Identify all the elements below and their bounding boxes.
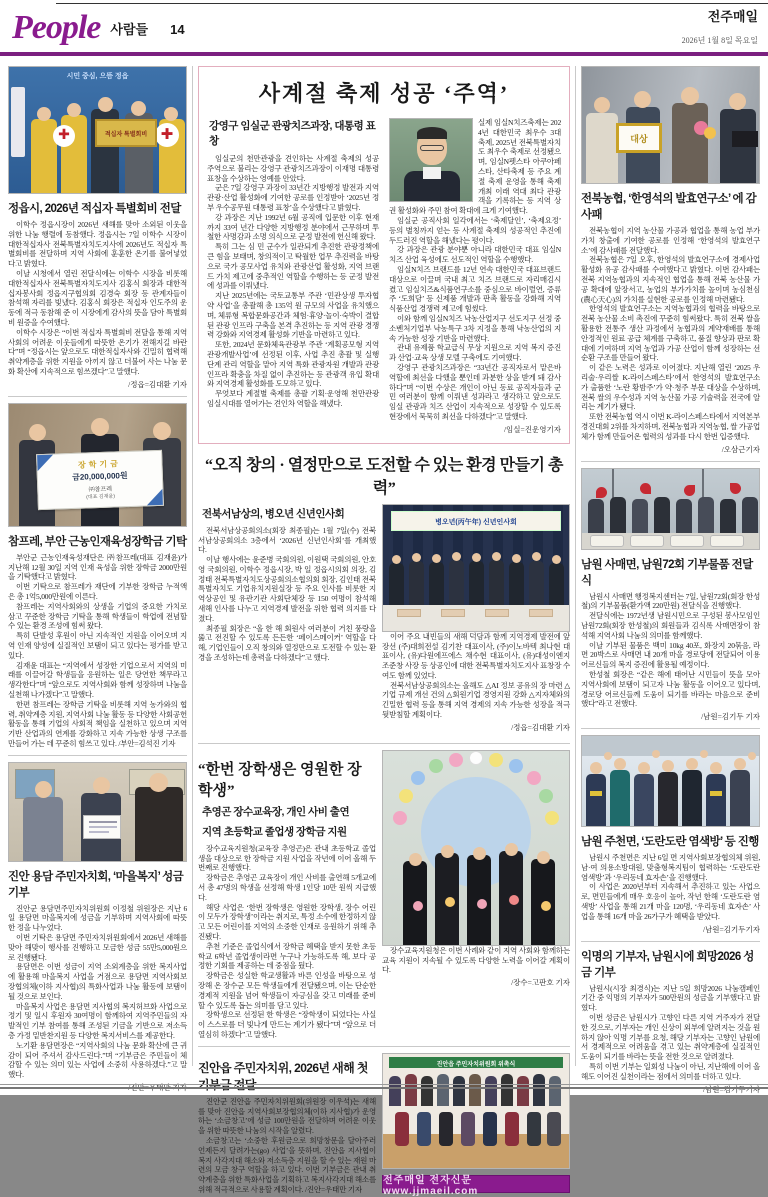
decorative-gift-box [732,131,758,147]
decorative-figure [501,1074,513,1106]
decorative-balloon [527,771,541,785]
article-paragraph: 강 과장은 관광 분야뿐 아니라 대한민국 대표 임실N치즈 산업 육성에도 선도적인 역할을 수행했다. [389,245,561,265]
decorative-head [91,418,109,436]
article-subhead: 지역 초등학교 졸업생 장학금 지원 [202,825,347,838]
decorative-figure [469,561,484,605]
photo-banner-text: 진안읍 주민자치위원회 위촉식 [436,1061,516,1068]
decorative-head [149,773,168,792]
decorative-figure [547,1112,561,1146]
article-paragraph: 이와 함께 임실N치즈 낙농산업지구 선도지구 선정 중소벤처기업부 낙농특구 3차 지정을 통해 낙농산업의 지속 가능한 성장 기반을 마련했다. [389,313,561,343]
decorative-figure [533,1074,545,1106]
article-paragraph: 부안군 근농인재육성재단은 ㈜참프레(대표 김재윤)가 지난해 12월 30일 지역 인재 육성을 위한 장학금 2000만원을 기탁했다고 밝혔다. [8,552,188,582]
article-paragraph: 장학금은 성실한 학교생활과 바른 인성을 바탕으로 성장해 온 장수군 모든 학생들에게 전달됐으며, 이는 단순한 경제적 지원을 넘어 학생들이 자긍심을 갖고 미래를 준비할 수 있도록 돕는 의미를 담고 있다. [198,971,376,1010]
divider [581,728,760,729]
article-paragraph: 이날 기부된 물품은 백미 10kg 40포, 화장지 20묶음, 라면 20박스로 사매면 내 20개 마을 경로당에 전달되어 이용 어르신들의 복지 증진에 활용될 예정이다. [580,640,760,670]
byline: /남원=김기두기자 [702,924,760,934]
decorative-flag [11,87,25,157]
decorative-rice-bag [710,535,744,547]
article-headline: 진안읍 주민자치위, 2026년 새해 첫 기부금 전달 [198,1060,368,1092]
article-paragraph: 진안군 용담면주민자치위원회 이정철 위원장은 지난 6일 용담면 마을복지에 성금을 기부하며 지역사회에 따뜻한 정을 나누었다. [8,903,188,933]
article-paragraph: 이학수 시장은 “이번 적십자 특별회비 전달을 통해 지역사회의 어려운 이웃들에게 따뜻한 온기가 전해지길 바란다”며 “정읍시는 앞으로도 대한적십자사와 긴밀히 협력해 취약계층을 위한 지원을 아끼지 않고 더불어 사는 나눔 문화 확산에 지속적으로 힘쓰겠다”고 말했다. [8,327,188,376]
decorative-fist [700,750,708,758]
article-paragraph: 해당 사업은 ‘한번 장학생은 영원한 장학생, 장수 어린이 모두가 장학생’이라는 취지로, 특정 소수에 한정하지 않고 모든 어린이를 지역의 소중한 인재로 응원하기 위해 추진됐다. [198,902,376,942]
decorative-head [492,552,501,561]
article-column [198,1053,376,1195]
decorative-figure [409,561,424,605]
article-paragraph: 전북서남상공회의소는 올해도 △AI 정보 공유의 장 마련 △기업 규제 개선 건의 △회원기업 경영지원 강화 △지자체와의 긴밀한 협력 등을 통해 지역 경제의 지속 가능한 성장을 적극 뒷받침할 계획이다. [382,680,570,720]
article-paragraph: 남원시(시장 최경식)는 지난 5일 희망2026 나눔캠페인 기간 중 익명의 기부자가 500만원의 성금을 기부했다고 밝혔다. [580,983,760,1013]
decorative-head [512,554,521,563]
decorative-balloon [489,753,503,767]
decorative-head [37,107,51,121]
article-paragraph: 임실N치즈 브랜드를 12년 연속 대한민국 대표브랜드 대상으로 이끌며 국내 최고 치즈 브랜드로 자리매김시켰고 임실치즈&식품연구소를 중심으로 바이럴연, 증류주 ‘도희담’ 등 신제품 개발과 판촉 활동을 강화해 지역 식품산업 경쟁력 제고에 힘썼다. [389,264,561,314]
decorative-head [552,555,561,564]
decorative-head [67,103,81,117]
decorative-shape [89,821,117,823]
decorative-figure [610,770,630,826]
plaque-text: 적십자 특별회비 [104,132,148,138]
decorative-balloon [469,751,483,765]
decorative-balloon [449,753,463,767]
photo-graduation-balloons [382,750,570,946]
decorative-paper-flower [596,487,607,498]
decorative-head [131,101,146,116]
decorative-figure [389,1076,401,1106]
decorative-figure [449,560,464,605]
decorative-figure [586,774,606,826]
article-paragraph: 또한, 2024년 문화체육관광부 주관 ‘계획공모형 지역관광개발사업’에 선정된 이후, 사업 추진 총괄 및 실행 단계 관리 역할을 맡아 지역 특화 관광자원 개발과 관광 인프라 확충을 차질 없이 추진하는 등 관광객 유입 확대와 지역경제 활성화를 도모하고 있다. [207,340,379,389]
decorative-fist [604,752,612,760]
decorative-figure [395,1112,409,1146]
decorative-figure [529,561,544,605]
decorative-figure [517,1076,529,1106]
paper-promo-text: 전주매일 전자신문 www.jjmaeil.com [383,1174,479,1197]
decorative-head [505,843,518,856]
decorative-head [472,553,481,562]
byline: /남원=김기두 기자 [701,712,760,722]
article-headline: 남원 주천면, ‘도란도란 염색방’ 등 진행 [580,836,759,849]
decorative-figure [632,499,648,533]
decorative-fist [652,750,660,758]
decorative-paper-flower [730,483,741,494]
decorative-figure [483,1112,497,1146]
decorative-figure [527,1112,541,1146]
decorative-figure [439,1112,453,1146]
issue-date: 2026년 1월 8일 목요일 [681,36,758,45]
decorative-figure [549,1076,561,1106]
decorative-rice-bag [670,535,704,547]
decorative-head [590,762,602,774]
decorative-head [164,107,178,121]
article-paragraph: 한편 참프레는 장학금 기탁을 비롯해 지역 농가와의 협력, 취약계층 지원, 지역사회 나눔 활동 등 다양한 사회공헌 활동을 통해 기업의 사회적 책임을 실천하고 있으며 지역 기반 산업과의 연계를 강화하고 지속 가능한 상생 구조를 만들어 가는 데 꾸준히 힘쓰고 있다. /부안=김석진 기자 [8,699,188,748]
article-paragraph: 노기환 용담면장은 “지역사회의 나눔 문화 확산에 큰 귀감이 되어 주셔서 감사드린다.”며 “기부금은 주민들이 체감할 수 있는 의미 있는 사업에 소중히 사용하겠다.”고 말했다. [8,1040,188,1080]
decorative-figure [437,1074,449,1106]
article-festival-award [198,66,570,444]
article-paragraph: 용담면은 이번 성금이 지역 소외계층을 위한 복지사업에 활용해 마을복지 사업을 거점으로 용담면 지역사회보장협의체(이하 지사협)의 특화사업과 나눔 활동에 보탬이 될 것으로 보인다. [8,962,188,1001]
article-subhead: 추영곤 장수교육장, 개인 사비 출연 [202,805,350,818]
decorative-head [432,554,441,563]
decorative-jacket-trim [710,791,722,796]
byline: /진안=우태만 기자 [128,1083,188,1093]
decorative-head [634,91,651,108]
decorative-head [441,845,454,858]
decorative-rice-bag [630,535,664,547]
article-paragraph: 군은 7일 강영구 과장이 33년간 지방행정 발전과 지역 관광·산업 활성화에 기여한 공로를 인정받아 ‘2025년 정부 우수공무원 대통령 표창’을 수상했다고 밝혔다. [207,183,379,212]
article-headline: 진안 용담 주민자치회, ‘마을복지’ 성금 기부 [8,870,184,899]
decorative-head [686,758,698,770]
main-headline: 사계절 축제 성공 ‘주역’ [258,81,510,106]
photo-nonghyup-award [581,66,760,184]
decorative-head [734,758,746,770]
article-paragraph: 진안군 진안읍 주민자치위원회(위원장 이우석)는 새해를 맞아 진안읍 지역사회보장협의체(이하 지사협)가 운영하는 ‘소금창고’에 성금 100만원을 전달하며 어려운 이웃을 위한 따뜻한 나눔의 시작을 알렸다. [198,1096,376,1136]
article-paragraph: 김재윤 대표는 “지역에서 성장한 기업으로서 지역의 미래를 이끌어갈 학생들을 응원하는 일은 당연한 책무라고 생각한다”며 “앞으로도 지역사회와 함께 성장하며 나눔을 실천해 나가겠다”고 말했다. [8,660,188,699]
decorative-balloon [509,759,523,773]
article-paragraph: 이번 기탁으로 참프레가 재단에 기부한 장학금 누적액은 총 1억5,000만원에 이른다. [8,582,188,601]
photo-banner-text: 병오년(丙午年) 신년인사회 [435,518,517,526]
photo-scholarship-check [8,403,187,527]
photo-jucheon-program [581,735,760,827]
article-paragraph: 이 같은 노력은 성과로 이어졌다. 지난해 열린 ‘2025 우리술·우리쌀 K-라이스페스타’에서 한영석의 발효연구소가 출품한 ‘노란 황밤주’가 약·청주 부문 대상을 수상하며, 전북 쌀의 우수성과 지역 농산물 가공 기술력을 전국에 알리는 계기가 됐다. [580,363,760,412]
decorative-bouquet [509,895,519,905]
decorative-paper-flower [684,485,695,496]
decorative-plaque [95,119,157,147]
decorative-cake [485,609,509,617]
divider [8,396,187,397]
article-paragraph: 전달식에는 1972년생 남원시민으로 구성된 봉사모임인 남원72회(회장 한성철)의 회원들과 김식록 사매면장이 참석해 지역사회 나눔의 의미를 함께했다. [580,611,760,640]
decorative-figure [429,562,444,605]
column-divider [192,66,193,1066]
decorative-figure [676,499,692,533]
decorative-bouquet [477,899,487,909]
decorative-plaque [83,815,121,839]
decorative-hair [417,127,447,139]
decorative-head [537,851,550,864]
check-donor: ㈜참프레 [88,486,113,494]
byline: /임실=진운영기자 [503,424,561,434]
decorative-cake [397,609,421,617]
article-paragraph: 추천 기준은 졸업식에서 장학금 혜택을 받지 못한 초등학교 6학년 졸업생이라면 누구나 가능하도록 해, 보다 공정한 기회를 제공하는 데 중점을 뒀다. [198,941,376,971]
article-paragraph: 이번 기탁은 용담면 주민자치위원회에서 2026년 새해를 맞아 해맞이 행사를 진행하고 모금한 성금 55만5,000원으로 진행됐다. [8,933,188,962]
article-headline: 남원 사매면, 남원72회 기부물품 전달식 [580,558,753,587]
article-paragraph: 특히 그는 심 민 군수가 일관되게 추진한 관광정책에 큰 힘을 보태며, 창의적이고 탁월한 업무 추진력을 바탕으로 국가 공모사업 유치와 관광산업 활성화, 지역 브랜드 가치 제고에 중추적인 역할을 수행하는 등 군정 발전에 성과를 이뤄냈다. [207,242,379,291]
article-paragraph: 이번 성금은 남원시가 고향인 다른 지역 거주자가 전달한 것으로, 기부자는 개인 신상이 외부에 알려지는 것을 원하지 않아 익명 기부를 요청, 해당 기부자는 고향인 남원에서 경제적으로 어려움을 겪고 있는 취약계층에 실질적인 도움이 되기를 바라는 뜻을 전한 것으로 알려졌다. [580,1013,760,1062]
page-footer-rule [0,1084,768,1089]
article-paragraph: 한성철 회장은 “같은 해에 태어난 시민들이 뜻을 모아 지역사회에 보탬이 되고자 나눔 활동을 이어오고 있다며, 경로당 어르신들께 도움이 되기를 바라는 마음으로 준비했다”라고 전했다. [580,669,760,709]
decorative-figure [23,797,63,861]
check-donor-name: (대표 김재윤) [86,493,116,501]
decorative-figure [461,1112,475,1146]
red-cross-icon: ✚ [53,125,75,147]
decorative-head [662,760,674,772]
article-paragraph: 장수교육지원청은 이번 사례와 같이 지역 사회와 함께하는 교육 지원이 지속될 수 있도록 다양한 노력을 이어갈 계획이다. [382,945,570,975]
decorative-glasses [420,145,444,151]
decorative-head [153,422,171,440]
article-paragraph: 장수교육지원청(교육장 추영곤)은 관내 초등학교 졸업생을 대상으로 한 장학금 지원 사업을 작년에 이어 올해 두 번째로 진행했다. [198,843,376,873]
decorative-shape [89,831,109,833]
article-paragraph: 무엇보다 계절별 축제를 총괄 기획·운영해 천만관광 임실시대를 열어가는 견인차 역할을 해냈다. [207,389,379,408]
byline: /남원=김기두기자 [702,1084,760,1094]
decorative-head [93,777,110,794]
decorative-cake [529,609,553,617]
article-paragraph: 전북농협은 7일 오후, 한영석의 발효연구소에 경제사업 활성화 유공 감사패를 수여했다고 밝혔다. 이번 감사패는 전북 지역농협과의 지속적인 협업을 통해 전북 농산물 가공 확대에 앞장서고, 농업의 부가가치를 높이며 농심천심(農心天心)의 가치를 실현한 공로를 인정해 마련됐다. [580,255,760,304]
decorative-head [98,97,113,112]
decorative-head [594,97,610,113]
photo-committee-ceremony [382,1053,570,1169]
decorative-jacket-trim [590,791,602,796]
decorative-rice-bag [590,535,624,547]
divider [8,755,187,756]
article-paragraph: 최종필 회장은 “올 한 해 회원사 여러분이 거친 풍랑을 뚫고 전진할 수 있도록 든든한 ‘페이스메이커’ 역할을 다해, 기업인들이 오직 창의와 열정만으로 도전할 수 있는 환경을 조성하는데 총력을 다하겠다”고 했다. [198,623,376,663]
article-headline: “한번 장학생은 영원한 장학생” [198,761,362,799]
article-paragraph: 장학금은 추영곤 교육장이 개인 사비를 출연해 5개교에서 총 47명의 학생을 선정해 학생 1인당 10만 원씩 지급했다. [198,873,376,902]
divider [198,1046,570,1047]
decorative-figure [720,499,736,533]
article-jinan-donation [198,1053,570,1195]
article-paragraph: 전북서남상공회의소(회장 최종필)는 1월 7일(수) 전북서남상공회의소 3층에서 ‘2026년 신년인사회’를 개최했다. [198,525,376,555]
decorative-figure [634,774,654,826]
decorative-bouquet [445,897,455,907]
article-paragraph: 남원시 주천면은 지난 6일 면 지역사회보장협의체 위원, 남·여 의용소방대원, 맞춤형복지팀이 협력하는 ‘도란도란 염색방’과 ‘우리동네 효자손’을 진행했다. [580,853,760,882]
page-header [0,0,768,52]
photo-donation-ceremony-samae [581,468,760,550]
page-number: 14 [170,22,185,37]
decorative-head [409,853,422,866]
article-paragraph: 이어 주요 내빈들의 새해 덕담과 함께 지역경제 발전에 앞장선 (주)대희전설 김기찬 대표이사, (주)이노바텍 최나현 대표이사, (유)다원에프에스 채수현 대표이사, (유)대성이엔지 조준창 사장 등 상공인에 대한 전북특별자치도지사 표창장 수여도 함께 있었다. [382,631,570,680]
decorative-figure [654,497,670,533]
decorative-figure [610,497,626,533]
right-column [580,66,760,1094]
masthead [682,6,758,46]
decorative-check [36,450,164,510]
decorative-figure [135,787,183,861]
center-column [198,66,570,1197]
decorative-figure [509,562,524,605]
paper-promo-banner [382,1174,570,1197]
award-plaque-text: 대상 [630,134,648,144]
divider [198,743,570,744]
article-paragraph: 강 과장은 지난 1992년 6월 공직에 입문한 이후 현재까지 33여 년간 다양한 지방행정 분야에서 근무하며 투철한 사명감과 소명 의식으로 군정 발전에 헌신해 왔다. [207,212,379,242]
article-paragraph: 장학생으로 선정된 한 학생은 “장학생이 되었다는 사실이 스스로를 더 빛나게 만드는 계기가 됐다”며 “앞으로 더 열심히 하겠다”고 말했다. [198,1010,376,1040]
decorative-figure [421,1076,433,1106]
byline: /오삼근기자 [721,444,760,454]
article-paragraph: 지난 2025년에는 국토교통부 주관 ‘민관상생 투자협약 사업’을 총괄해 총 135억 원 규모의 사업을 유치했으며, 체류형 복합문화공간과 체험·휴양·놀이·숙박이 결합된 관광 인프라 구축을 본격 추진하는 등 지역 관광 경쟁력 강화와 지역경제 활성화 기반을 마련하고 있다. [207,291,379,340]
newspaper-name: 전주매일 [707,9,758,24]
article-paragraph: 이날 행사에는 윤준병 국회의원, 이원택 국회의원, 안호영 국회의원, 이학수 정읍시장, 박 일 정읍시의회 의장, 김정태 전북특별자치도상공회의소협의회 회장, 김인태 전북특별자치도 기업유치지원실장 등 주요 인사를 비롯한 지역상공인 및 유관기관 사회단체장 등 150 여명이 참석해 새해 인사를 나누고 지역경제 발전을 위한 협력 의지를 다졌다. [198,555,376,623]
decorative-banner [391,511,561,531]
byline: /장수=고판호 기자 [511,978,570,988]
decorative-head [729,93,746,110]
article-paragraph: 전북농협이 지역 농산물 가공과 협업을 통해 농업 부가가치 창출에 기여한 공로를 인정해 ‘한영석의 발효연구소’에 감사패를 전달했다. [580,226,760,255]
decorative-head [35,781,52,798]
article-paragraph: 한영석의 발효연구소는 지역농협과의 협력을 바탕으로 전북 농산물 소비 촉진에 꾸준히 힘써왔다. 특히 전북 쌀을 활용한 전통주 생산 과정에서 농협과의 계약재배를 통해 안정적인 원료 공급 체계를 구축하고, 품질 향상과 판로 확대에 기여하며 지역 농업과 가공 산업이 함께 성장하는 선순환 구조를 만들어 왔다. [580,304,760,363]
decorative-head [681,87,699,105]
article-scholarship [198,750,570,1040]
photo-red-cross-donation [8,66,187,194]
article-paragraph: 이날 시청에서 열린 전달식에는 이학수 시장을 비롯해 대한적십자사 전북특별자치도지사 김홍식 회장과 대한적십자봉사회 정읍지구협의회 김경숙 회장 등 관계자들이 참석해 자리를 빛냈다. 김홍식 회장은 적십자 인도주의 운동에 적극 동참해 준 이 시장에게 감사의 뜻을 담아 특별회비 원증을 수여했다. [8,268,188,327]
article-column [382,504,570,737]
decorative-figure [706,774,726,826]
decorative-head [614,758,626,770]
article-paragraph: 임실군 공직사회 일각에서는 ‘축제달인’, ‘축제요정’ 등의 별칭까지 얻는 등 사계절 축제의 성공적인 추진에 두드러진 역할을 해냈다는 평이다. [389,215,561,245]
red-cross-icon: ✚ [155,123,179,147]
article-subhead: 전북서남상의, 병오년 신년인사회 [202,507,345,520]
decorative-balloon [393,811,407,825]
decorative-figure [31,119,57,193]
column-gap [379,118,389,439]
article-paragraph: 실제 임실N치즈축제는 2024년 대한민국 최우수 3대 축제, 2025년 전북특별자치도 최우수 축제로 선정됐으며, 임실N펫스타 아쿠아페스타, 산타축제 등 주요 계절 축제 운영을 통해 축제 개최 이래 역대 최다 관광객을 기록하는 등 지역 상권 활성화와 주민 참여 확대에 크게 기여했다. [389,118,561,216]
photo-newyear-meeting [382,504,570,632]
decorative-figure [469,1074,481,1106]
byline: /정읍=김대환 기자 [128,379,188,389]
decorative-paper-flower [640,483,651,494]
article-paragraph: 관내 유제품 학교급식 무상 지원으로 지역 복지 증진과 산업·교육 상생 모델 구축에도 기여했다. [389,343,561,363]
check-title: 장학기금 [77,459,122,470]
article-column [198,750,376,1040]
section-brand: People [12,9,101,46]
decorative-figure [586,113,618,183]
decorative-figure [489,560,504,605]
decorative-head [29,424,46,441]
decorative-figure [588,499,604,533]
decorative-figure [417,1112,431,1146]
decorative-fist [748,752,756,760]
left-column [8,66,188,1093]
article-paragraph: 특히 단발성 후원이 아닌 지속적인 지원을 이어오며 지역 인재 양성에 실질적인 보탬이 되고 있다는 평가를 받고 있다. [8,631,188,660]
article-column [382,750,570,1040]
decorative-figure [672,103,708,183]
article-headline: 익명의 기부자, 남원시에 희망2026 성금 기부 [580,950,754,979]
article-paragraph: 남원시 사매면 행정복지센터는 7일, 남원72회(회장 한성철)의 기부물품(환가액 220만원) 전달식을 진행했다. [580,591,760,611]
decorative-figure [505,1112,519,1146]
decorative-figure [682,770,702,826]
article-paragraph: 임실군의 천만관광을 견인하는 사계절 축제의 성공 주역으로 불리는 강영구 관광치즈과장이 이재명 대통령 표창을 수상하는 영예를 안았다. [207,154,379,183]
decorative-figure [698,497,714,533]
article-column [198,504,376,737]
decorative-banner [389,1057,563,1068]
decorative-head [412,553,421,562]
article-chamber-newyear [198,452,570,737]
article-paragraph: 또한 전북농협 역시 이번 K-라이스페스타에서 지역본부 경진대회 2위를 차지하며, 전북농협과 지역농협, 쌀 가공업체가 함께 만들어온 협력의 성과를 다시 한번 입증했다. [580,412,760,441]
article-headline: 참프레, 부안 근농인재육성장학금 기탁 [8,535,187,548]
article-headline: “오직 창의 · 열정만으로 도전할 수 있는 환경 만들기 총력” [205,456,563,497]
decorative-figure [742,497,758,533]
decorative-figure [453,1076,465,1106]
article-column [389,118,561,439]
decorative-balloon [429,759,443,773]
photo-backdrop-text: 시민 중심, 으뜸 정읍 [66,73,129,80]
decorative-figure [405,1074,417,1106]
article-headline: 전북농협, ‘한영석의 발효연구소’ 에 감사패 [580,193,757,221]
decorative-head [710,762,722,774]
decorative-cake [441,609,465,617]
decorative-award-plaque [616,123,662,153]
decorative-balloon [399,789,413,803]
photo-village-welfare-donation [8,762,187,862]
decorative-figure [658,772,678,826]
decorative-balloon [545,811,559,825]
byline: /정읍=김대환 기자 [511,722,570,732]
article-paragraph: 이 사업은 2020년부터 지속해서 추진하고 있는 사업으로, 면민들에게 매우 호응이 높아, 작년 한해 ‘도란도란 염색방’ 사업을 통해 21개 마을 120명, ‘우리동네 효자손’ 사업을 통해 16개 마을 26가구가 혜택을 받았다. [580,882,760,921]
decorative-head [638,762,650,774]
article-paragraph: 강영구 관광치즈과장은 “33년간 공직자로서 맡은바 역할에 최선을 다했을 뿐인데 과분한 상을 받게 돼 감사하다”며 “이번 수상은 개인이 아닌 동료 공직자들과 군민 여러분이 함께 이뤄낸 성과라고 생각하고 앞으로도 임실 관광과 치즈 산업이 지속적으로 성장할 수 있도록 현장에서 묵묵히 최선을 다하겠다”고 말했다. [389,362,561,421]
article-paragraph: 이학수 정읍시장이 2026년 새해를 맞아 소외된 이웃을 위한 나눔 행렬에 동참했다. 정읍시는 7일 이학수 시장이 대한적십자사 전북특별자치도지사에 2026년도 적십자 특별회비를 전달하며 지역 사회에 훈훈한 온기를 불어넣었다고 밝혔다. [8,220,188,269]
divider [581,461,760,462]
decorative-balloon [411,771,425,785]
decorative-figure [485,1076,497,1106]
section-brand-korean: 사람들 [110,22,149,37]
decorative-head [452,552,461,561]
article-column [382,1053,570,1195]
page-content [0,56,768,1197]
decorative-bouquet [704,127,716,139]
article-paragraph: 소금창고는 ‘소중한 후원금으로 희망창문을 달아주러 언제든지 달려가는(go) 사업’을 뜻하며, 진안읍 지사협이 복지 사각지대 해소와 저소득층 지원을 할 수 있는 재원 마련의 모금 창구 역할을 하고 있다. 이번 기부금은 관내 취약계층을 위한 특화사업을 기획하고 복지사각지대 해소를 위해 적극적으로 사용할 계획이다. /진안=우태만 기자 [198,1136,376,1194]
photo-portrait-official [389,118,473,202]
decorative-bouquet [541,901,551,911]
decorative-head [473,847,486,860]
decorative-shirt [423,167,441,179]
article-paragraph: 마을복지 사업은 용담면 지사협의 복지허브화 사업으로 정기 및 일시 후원자 30여명이 함께하여 지역주민들의 자발적인 기부 참여를 통해 조성된 기금을 기반으로 저소득층 가정 밑반찬지원 등 다양한 복지서비스를 제공한다. [8,1001,188,1041]
article-paragraph: 특히 이번 기부는 일회성 나눔이 아닌, 지난해에 이어 올해도 이어진 실천이라는 점에서 의미를 더하고 있다. [580,1062,760,1081]
decorative-figure [730,770,750,826]
article-headline: 정읍시, 2026년 적십자 특별회비 전달 [8,203,181,215]
article-subhead: 강영구 임실군 관광치즈과장, 대통령 표창 [209,120,376,147]
article-paragraph: 참프레는 지역사회와의 상생을 기업의 중요한 가치로 삼고 꾸준한 장학금 기탁을 통해 학생들이 학업에 전념할 수 있는 환경 조성에 힘써 왔다. [8,601,188,631]
decorative-bouquet [413,901,423,911]
divider [581,941,760,942]
decorative-balloon [539,789,553,803]
decorative-figure [549,563,564,605]
check-amount: 금20,000,000원 [71,470,128,482]
decorative-shape [89,826,117,828]
decorative-figure [389,563,404,605]
column-divider [575,66,576,1066]
article-column [207,118,379,439]
decorative-head [392,555,401,564]
decorative-head [532,552,541,561]
